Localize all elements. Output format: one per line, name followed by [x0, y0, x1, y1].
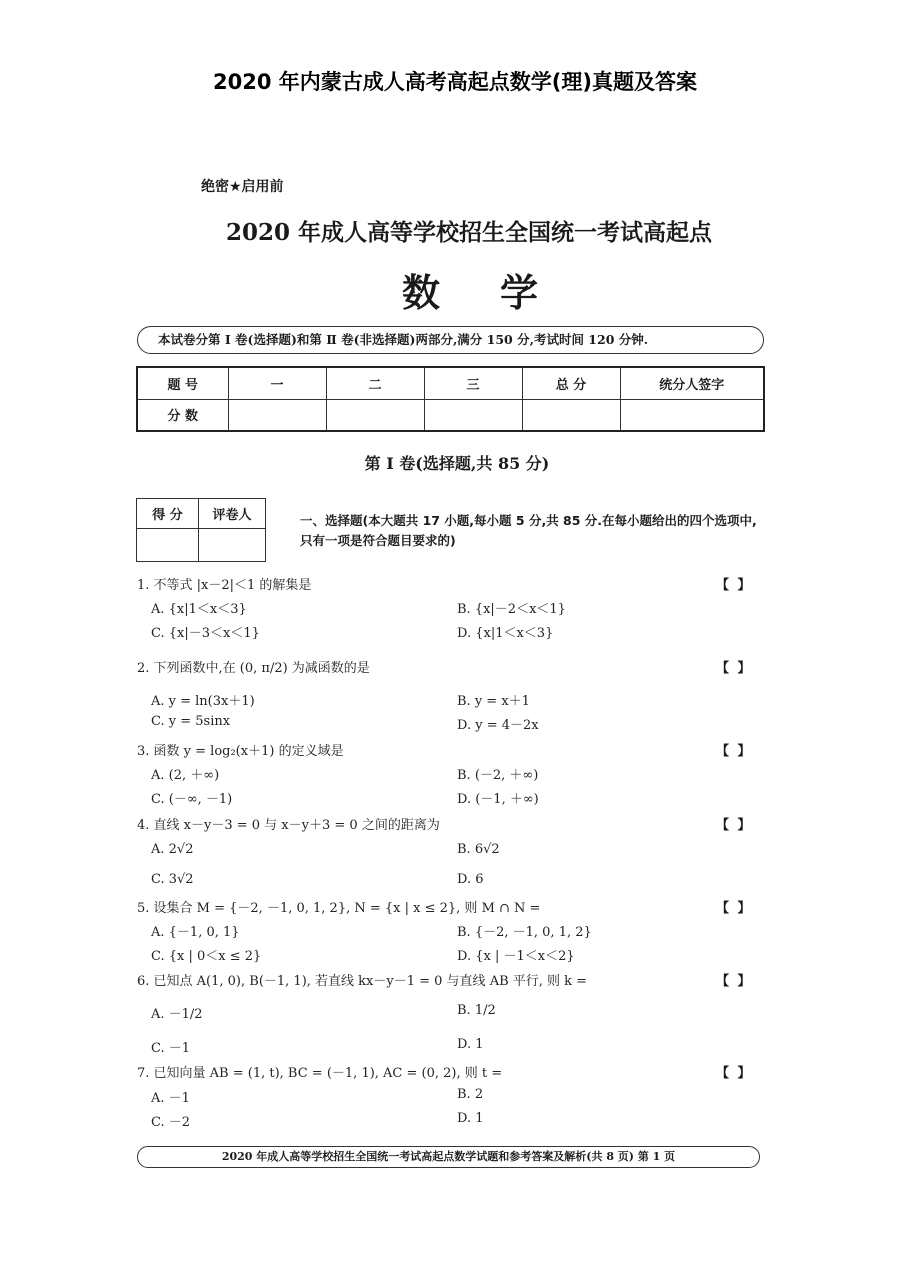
- option-a: A. y = ln(3x＋1): [151, 694, 255, 709]
- option-d: D. (－1, ＋∞): [457, 792, 539, 807]
- option-c: C. y = 5sinx: [151, 714, 231, 729]
- option-c: C. －1: [151, 1041, 191, 1056]
- option-b: B. 1/2: [457, 1003, 496, 1018]
- option-d: D. {x|1＜x＜3}: [457, 626, 554, 641]
- option-b: B. y = x＋1: [457, 694, 530, 709]
- confidential-label: 绝密★启用前: [201, 179, 284, 195]
- option-c: C. (－∞, －1): [151, 792, 233, 807]
- answer-bracket[interactable]: 【 】: [716, 578, 753, 593]
- score-field[interactable]: [326, 399, 424, 431]
- option-a: A. －1: [151, 1091, 190, 1106]
- grader-score-field[interactable]: [137, 529, 199, 562]
- section-instruction: 一、选择题(本大题共 17 小题,每小题 5 分,共 85 分.在每小题给出的四个选项中,只有一项是符合题目要求的): [300, 513, 757, 548]
- score-table-cell: 题 号: [137, 367, 228, 399]
- option-c: C. {x|－3＜x＜1}: [151, 626, 260, 641]
- answer-bracket[interactable]: 【 】: [716, 1066, 753, 1081]
- grader-box: [136, 498, 266, 562]
- option-a: A. 2√2: [151, 842, 194, 857]
- answer-bracket[interactable]: 【 】: [716, 901, 753, 916]
- exam-info-banner: 本试卷分第 Ⅰ 卷(选择题)和第 Ⅱ 卷(非选择题)两部分,满分 150 分,考试时间 120 分钟.: [137, 326, 764, 354]
- score-table-cell: 三: [424, 367, 522, 399]
- score-table-header-row: [137, 367, 764, 399]
- grader-name-field[interactable]: [199, 529, 266, 562]
- question-stem: 1. 不等式 |x－2|＜1 的解集是: [137, 578, 312, 593]
- option-d: D. {x | －1＜x＜2}: [457, 949, 575, 964]
- answer-bracket[interactable]: 【 】: [716, 661, 753, 676]
- page-title: 2020 年内蒙古成人高考高起点数学(理)真题及答案: [213, 70, 697, 94]
- answer-bracket[interactable]: 【 】: [716, 818, 753, 833]
- grader-box-score-label: 得 分: [137, 499, 199, 529]
- question-stem: 5. 设集合 M = {－2, －1, 0, 1, 2}, N = {x | x ≤ 2}, 则 M ∩ N =: [137, 901, 541, 916]
- option-d: D. y = 4－2x: [457, 718, 539, 733]
- option-b: B. {x|－2＜x＜1}: [457, 602, 566, 617]
- score-table-cell: 统分人签字: [620, 367, 764, 399]
- score-field[interactable]: [522, 399, 620, 431]
- score-field[interactable]: [424, 399, 522, 431]
- answer-bracket[interactable]: 【 】: [716, 974, 753, 989]
- question-stem: 7. 已知向量 AB = (1, t), BC = (－1, 1), AC = (0, 2), 则 t =: [137, 1066, 503, 1081]
- score-field[interactable]: [228, 399, 326, 431]
- score-table-score-row: [137, 399, 764, 431]
- page-footer: 2020 年成人高等学校招生全国统一考试高起点数学试题和参考答案及解析(共 8 页) 第 1 页: [137, 1146, 760, 1168]
- option-a: A. {x|1＜x＜3}: [151, 602, 247, 617]
- option-b: B. (－2, ＋∞): [457, 768, 539, 783]
- score-table-cell: 二: [326, 367, 424, 399]
- option-b: B. 6√2: [457, 842, 500, 857]
- option-d: D. 1: [457, 1037, 484, 1052]
- score-table-cell: 一: [228, 367, 326, 399]
- option-d: D. 1: [457, 1111, 484, 1126]
- option-c: C. 3√2: [151, 872, 194, 887]
- option-c: C. －2: [151, 1115, 191, 1130]
- question-stem: 6. 已知点 A(1, 0), B(－1, 1), 若直线 kx－y－1 = 0 与直线 AB 平行, 则 k =: [137, 974, 588, 989]
- option-b: B. 2: [457, 1087, 484, 1102]
- signature-field[interactable]: [620, 399, 764, 431]
- answer-bracket[interactable]: 【 】: [716, 744, 753, 759]
- question-stem: 4. 直线 x－y－3 = 0 与 x－y＋3 = 0 之间的距离为: [137, 818, 440, 833]
- volume-title: 第 Ⅰ 卷(选择题,共 85 分): [364, 454, 550, 473]
- option-a: A. {－1, 0, 1}: [151, 925, 240, 940]
- score-table: [136, 366, 765, 432]
- question-stem: 3. 函数 y = log₂(x＋1) 的定义域是: [137, 744, 344, 759]
- option-d: D. 6: [457, 872, 484, 887]
- exam-title: 2020 年成人高等学校招生全国统一考试高起点: [225, 219, 713, 246]
- option-c: C. {x | 0＜x ≤ 2}: [151, 949, 262, 964]
- option-a: A. (2, ＋∞): [151, 768, 220, 783]
- grader-box-grader-label: 评卷人: [199, 499, 266, 529]
- score-table-cell: 分 数: [137, 399, 228, 431]
- option-b: B. {－2, －1, 0, 1, 2}: [457, 925, 592, 940]
- score-table-cell: 总 分: [522, 367, 620, 399]
- option-a: A. －1/2: [151, 1007, 203, 1022]
- subject-title: 数学: [401, 271, 598, 315]
- question-stem: 2. 下列函数中,在 (0, π/2) 为减函数的是: [137, 661, 370, 676]
